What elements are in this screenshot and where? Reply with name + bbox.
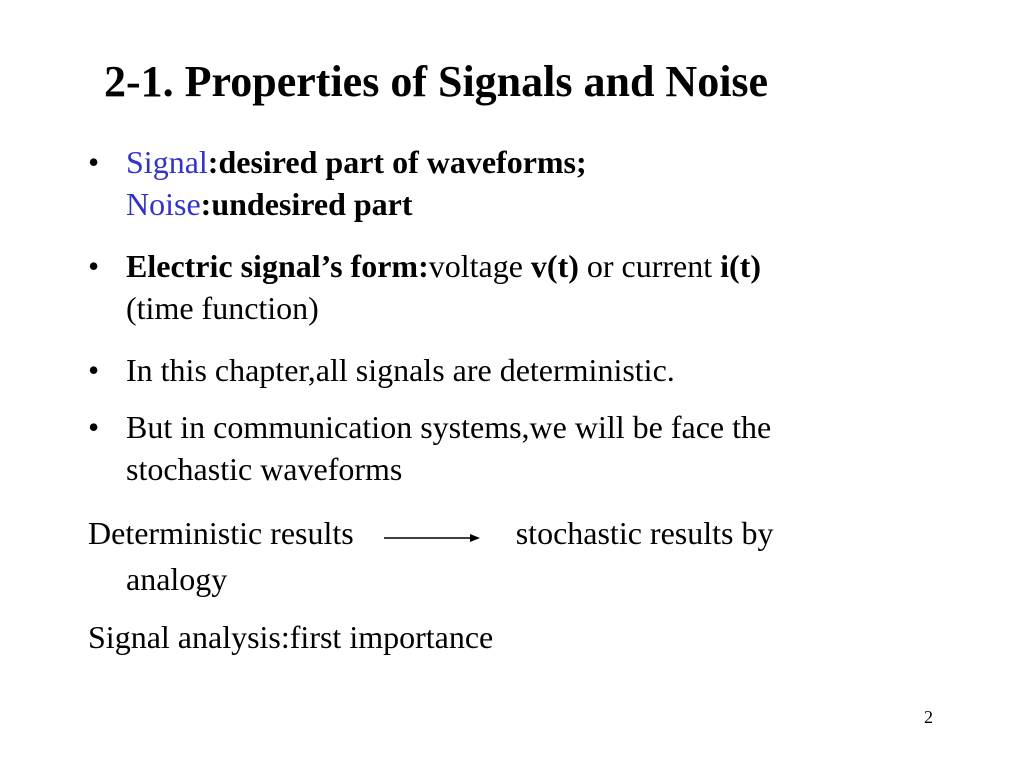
- conclusion-text: Signal analysis:first importance: [88, 619, 494, 655]
- bullet-signal-noise: [88, 141, 946, 225]
- bullet-stochastic: [88, 406, 946, 490]
- deterministic-text: In this chapter,all signals are deterministic.: [126, 352, 675, 388]
- analogy-right: stochastic results by: [515, 515, 774, 551]
- voltage-variable: v(t): [530, 248, 579, 284]
- analogy-paragraph: [88, 512, 948, 600]
- noise-term: Noise: [126, 186, 201, 222]
- bullet-dot: •: [88, 144, 100, 180]
- signal-definition: :desired part of waveforms;: [207, 144, 587, 180]
- stochastic-line-1: But in communication systems,we will be face the: [126, 409, 772, 445]
- conclusion-paragraph: [88, 616, 948, 658]
- slide-title: 2-1. Properties of Signals and Noise: [104, 57, 769, 106]
- time-function-note: (time function): [126, 290, 319, 326]
- noise-definition: :undesired part: [200, 186, 413, 222]
- bullet-dot: •: [88, 409, 100, 445]
- signal-term: Signal: [126, 144, 208, 180]
- bullet-dot: •: [88, 352, 100, 388]
- electric-form-label: Electric signal’s form:: [126, 248, 429, 284]
- analogy-continuation: analogy: [126, 560, 228, 597]
- voltage-text: voltage: [428, 248, 531, 284]
- current-variable: i(t): [720, 248, 761, 284]
- right-arrow-icon: [384, 512, 480, 554]
- analogy-left: Deterministic results: [88, 515, 354, 551]
- bullet-deterministic: [88, 349, 946, 391]
- stochastic-line-2: stochastic waveforms: [126, 451, 403, 487]
- current-text: or current: [578, 248, 721, 284]
- page-number: 2: [924, 707, 933, 727]
- bullet-electric-signal-form: [88, 245, 946, 329]
- bullet-dot: •: [88, 248, 100, 284]
